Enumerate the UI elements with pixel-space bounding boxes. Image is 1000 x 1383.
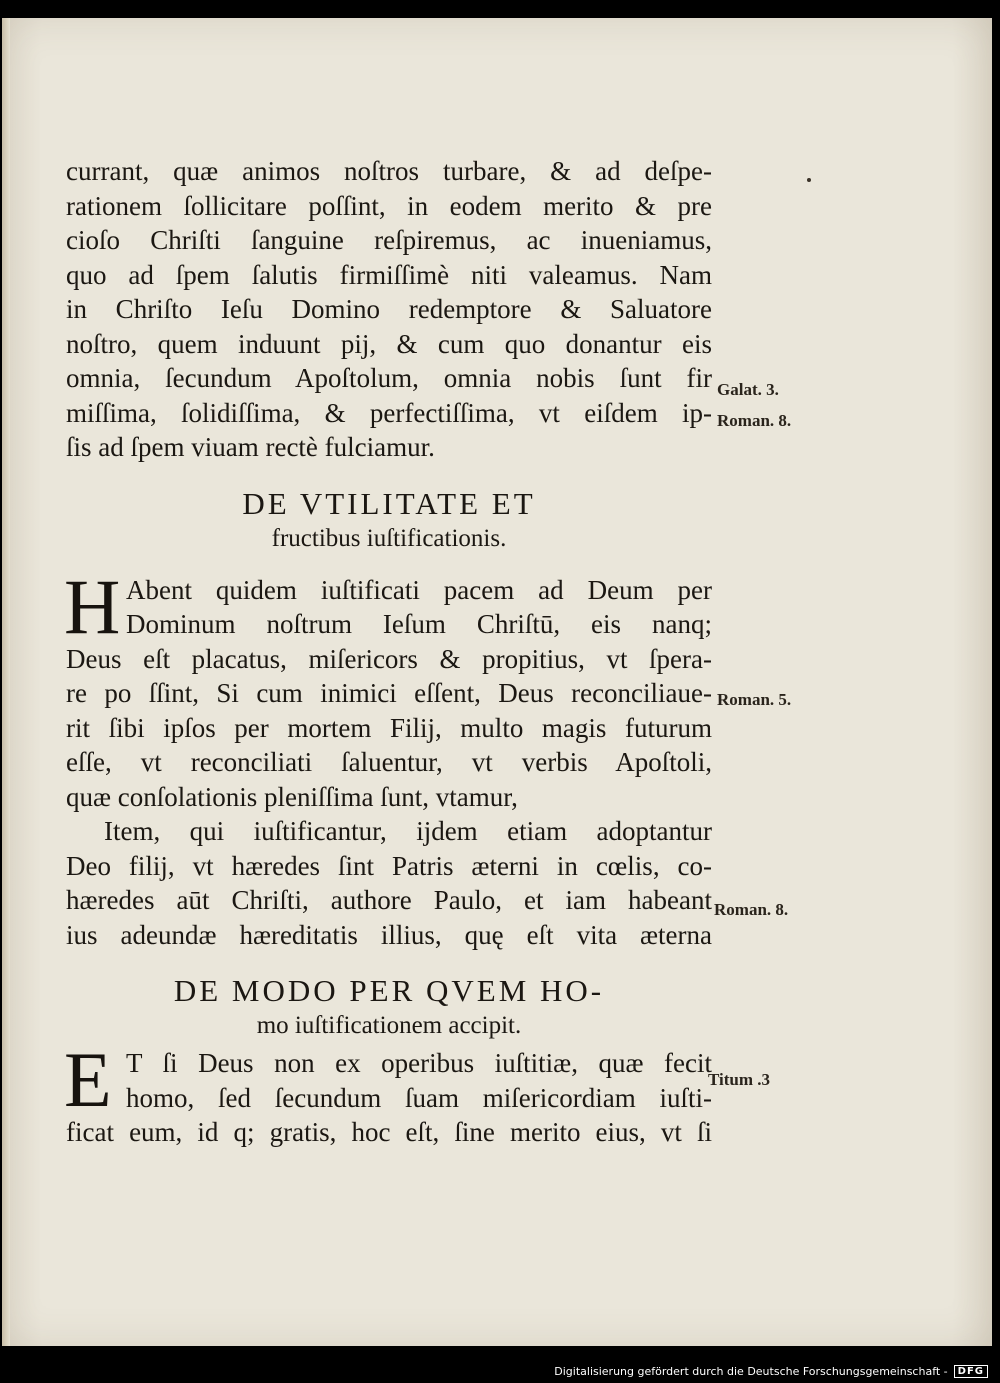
- text-line: re po ſſint, Si cum inimici eſſent, Deus reconciliaue-: [66, 678, 712, 708]
- text-line: noſtro, quem induunt pij, & cum quo donantur eis: [66, 328, 712, 359]
- footer-text: Digitalisierung gefördert durch die Deutsche Forschungsgemeinschaft -: [554, 1365, 948, 1378]
- text-line: in Chriſto Ieſu Domino redemptore & Saluatore: [66, 294, 712, 324]
- heading-de-utilitate: DE VTILITATE ET: [242, 485, 536, 521]
- text-line: homo, ſed ſecundum ſuam miſericordiam iuſti-: [126, 1082, 712, 1113]
- text-line: Dominum noſtrum Ieſum Chriſtū, eis nanq;: [126, 609, 712, 639]
- margin-note-roman-5: Roman. 5.: [717, 690, 792, 709]
- text-line: T ſi Deus non ex operibus iuſtitiæ, quæ fecit: [126, 1048, 712, 1078]
- text-line: ius adeundæ hæreditatis illius, quę eſt vita æterna: [66, 919, 712, 950]
- margin-note-galat: Galat. 3.: [717, 380, 779, 399]
- text-line: quæ conſolationis pleniſſima ſunt, vtamur,: [66, 781, 518, 812]
- book-page: [2, 18, 992, 1346]
- heading-de-modo: DE MODO PER QVEM HO-: [173, 973, 605, 1008]
- margin-note-roman-8b: Roman. 8.: [714, 900, 789, 919]
- dfg-logo: DFG: [954, 1365, 988, 1378]
- text-line: rit ſibi ipſos per mortem Filij, multo magis futurum: [66, 712, 712, 743]
- section-2-paragraph: [64, 562, 712, 953]
- text-line: Item, qui iuſtificantur, ijdem etiam adoptantur: [104, 816, 712, 846]
- subheading-mo-iustificationem: mo iuſtificationem accipit.: [256, 1012, 522, 1039]
- text-line: omnia, ſecundum Apoſtolum, omnia nobis ſunt fir: [66, 363, 712, 393]
- footer-credit: [554, 1365, 988, 1378]
- text-line: ficat eum, id q; gratis, hoc eſt, ſine merito eius, vt ſi: [66, 1117, 712, 1147]
- drop-cap-e: E: [64, 1036, 112, 1123]
- page-edge: [2, 18, 10, 1346]
- text-line: currant, quæ animos noſtros turbare, & ad deſpe-: [66, 156, 712, 186]
- section-1-paragraph: [66, 154, 712, 465]
- drop-cap-h: H: [64, 562, 121, 650]
- text-line: miſſima, ſolidiſſima, & perfectiſſima, vt eiſdem ip-: [66, 397, 712, 428]
- ink-speck: [807, 178, 811, 182]
- text-line: Deus eſt placatus, miſericors & propitius, vt ſpera-: [66, 643, 712, 674]
- text-block: [66, 154, 712, 1150]
- text-line: quo ad ſpem ſalutis firmiſſimè niti valeamus. Nam: [66, 259, 712, 290]
- text-line: hæredes aūt Chriſti, authore Paulo, et iam habeant: [66, 885, 712, 915]
- text-line: rationem ſollicitare poſſint, in eodem merito & pre: [66, 190, 712, 221]
- subheading-fructibus: fructibus iuſtificationis.: [271, 524, 507, 552]
- text-line: Abent quidem iuſtificati pacem ad Deum per: [126, 574, 712, 605]
- text-line: cioſo Chriſti ſanguine reſpiremus, ac inueniamus,: [66, 225, 712, 255]
- margin-note-roman-8a: Roman. 8.: [717, 411, 792, 430]
- section-3-paragraph: [64, 1036, 712, 1150]
- text-line: Deo filij, vt hæredes ſint Patris æterni in cœlis, co-: [66, 850, 712, 881]
- text-line: eſſe, vt reconciliati ſaluentur, vt verbis Apoſtoli,: [66, 747, 712, 777]
- margin-note-titum: Titum .3: [708, 1070, 771, 1089]
- text-line: ſis ad ſpem viuam rectè fulciamur.: [66, 432, 435, 462]
